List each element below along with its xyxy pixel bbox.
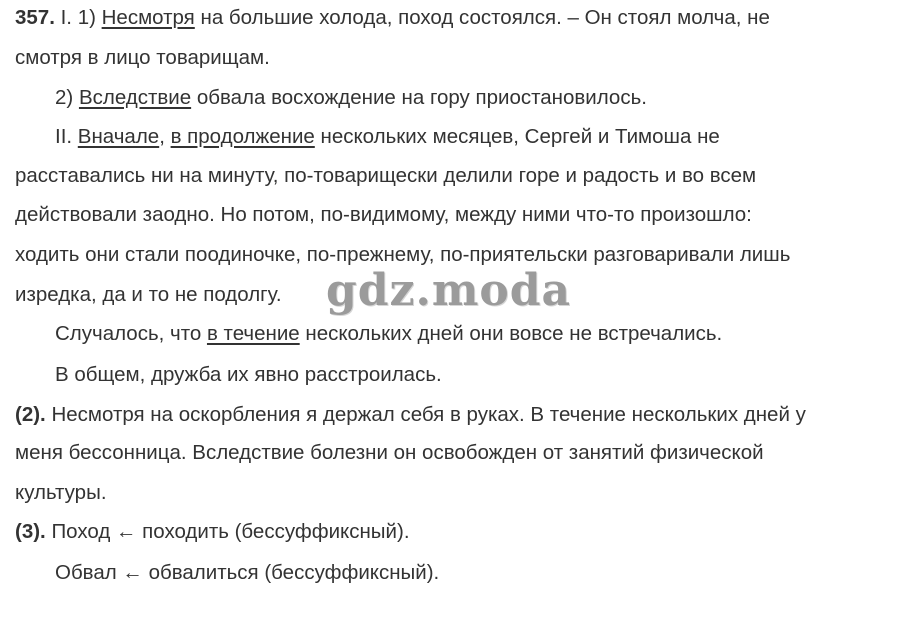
exercise-number: 357. xyxy=(15,6,55,29)
line-9: Случалось, что в течение нескольких дней они вовсе не встречались. xyxy=(55,322,723,345)
line-12: меня бессонница. Вследствие болезни он освобожден от занятий физической xyxy=(15,441,764,464)
underlined-word: Вначале xyxy=(77,125,160,148)
line-10: В общем, дружба их явно расстроилась. xyxy=(55,363,442,386)
underlined-word: в продолжение xyxy=(170,125,315,148)
item-number: (3). xyxy=(15,520,46,543)
line-7: ходить они стали поодиночке, по-прежнему, по-приятельски разговаривали лишь xyxy=(15,243,791,266)
line-15: Обвал ← обвалиться (бессуффиксный). xyxy=(55,561,440,584)
underlined-word: в течение xyxy=(206,322,300,345)
underlined-word: Несмотря xyxy=(101,6,195,29)
watermark-logo: gdz.moda xyxy=(326,265,572,316)
line-13: культуры. xyxy=(15,481,107,504)
line-14: (3). Поход ← походить (бессуффиксный). xyxy=(15,520,410,543)
line-5: расставались ни на минуту, по-товарищески делили горе и радость и во всем xyxy=(15,164,757,187)
line-1: 357. I. 1) Несмотря на большие холода, поход состоялся. – Он стоял молча, не xyxy=(15,6,770,29)
item-number: (2). xyxy=(15,403,46,426)
line-2: смотря в лицо товарищам. xyxy=(15,46,270,69)
line-8: изредка, да и то не подолгу. xyxy=(15,283,282,306)
underlined-word: Вследствие xyxy=(78,86,192,109)
line-3: 2) Вследствие обвала восхождение на гору приостановилось. xyxy=(55,86,647,109)
line-4: II. Вначале, в продолжение нескольких месяцев, Сергей и Тимоша не xyxy=(55,125,720,148)
line-11: (2). Несмотря на оскорбления я держал себя в руках. В течение нескольких дней у xyxy=(15,403,806,426)
line-6: действовали заодно. Но потом, по-видимому, между ними что-то произошло: xyxy=(15,203,752,226)
